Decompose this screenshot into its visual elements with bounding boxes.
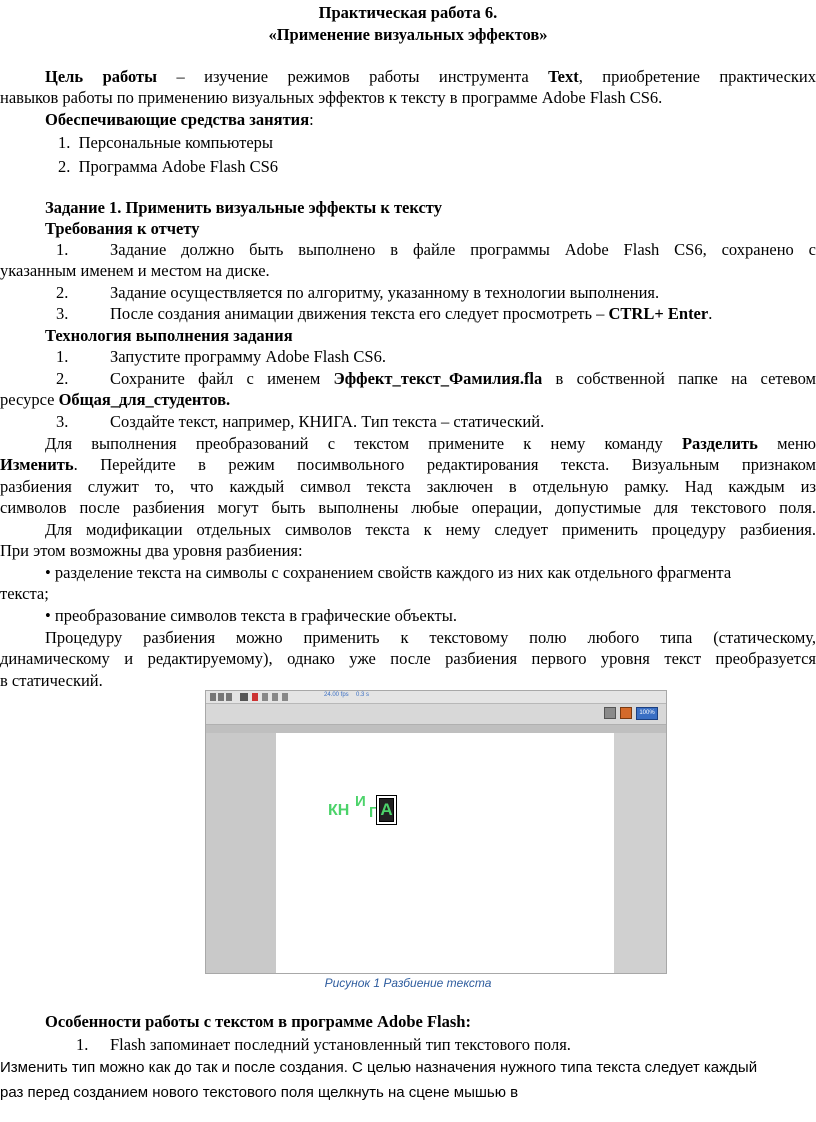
req-1-num: 1. bbox=[56, 240, 69, 259]
bullet-1-line-2: текста; bbox=[0, 584, 49, 603]
para3-line-2: динамическому и редактируемому), однако уже после разбиения первого уровня текст преобразуется bbox=[0, 649, 816, 668]
figure-flash-screenshot bbox=[205, 690, 667, 974]
tech-1-text: Запустите программу Adobe Flash CS6. bbox=[110, 347, 386, 366]
goal-label: Цель работы bbox=[45, 67, 158, 86]
tech-2-text-b: в собственной папке на сетевом bbox=[542, 369, 816, 388]
req-1-line-1: Задание должно быть выполнено в файле программы Adobe Flash CS6, сохранено с bbox=[110, 240, 816, 259]
stage-top-bar bbox=[206, 725, 666, 733]
section2-para-line-1: Изменить тип можно как до так и после создания. С целью назначения нужного типа текста следует каждый bbox=[0, 1059, 758, 1076]
goal-line-2: навыков работы по применению визуальных эффектов к тексту в программе Adobe Flash CS6. bbox=[0, 88, 663, 107]
bullet-icon: • bbox=[45, 606, 51, 625]
edit-frames-icon bbox=[272, 693, 278, 701]
flash-stage bbox=[276, 733, 614, 973]
para1-command: Разделить bbox=[681, 434, 758, 453]
tech-2-text-c: ресурсе bbox=[0, 390, 59, 409]
requirements-heading: Требования к отчету bbox=[45, 219, 200, 238]
para3-line-3: в статический. bbox=[0, 671, 103, 690]
para1-text-c: . Перейдите в режим посимвольного редактирования текста. Визуальным признаком bbox=[73, 455, 816, 474]
goal-tool: Text bbox=[548, 67, 579, 86]
letter-a-selected: А bbox=[379, 798, 394, 822]
tech-2-filename: Эффект_текст_Фамилия.fla bbox=[333, 369, 543, 388]
task1-heading: Задание 1. Применить визуальные эффекты к тексту bbox=[45, 198, 442, 217]
req-3-text bbox=[110, 304, 712, 324]
figure-caption: Рисунок 1 Разбиение текста bbox=[324, 976, 492, 990]
means-item-2: 2. Программа Adobe Flash CS6 bbox=[58, 157, 279, 176]
stage-right-pasteboard bbox=[614, 733, 667, 974]
para2-line-2: При этом возможны два уровня разбиения: bbox=[0, 541, 303, 560]
doc-subtitle: «Применение визуальных эффектов» bbox=[268, 25, 548, 44]
req-3-num: 3. bbox=[56, 304, 69, 323]
technology-heading: Технология выполнения задания bbox=[45, 326, 293, 345]
req-3-text-a: После создания анимации движения текста его следует просмотреть – bbox=[110, 304, 609, 323]
goal-text-2: , приобретение практических bbox=[578, 67, 816, 86]
para1-line-4: символов после разбиения могут быть выполнены любые операции, допустимые для текстового поля. bbox=[0, 498, 816, 517]
means-item-1: 1. Персональные компьютеры bbox=[58, 133, 273, 152]
onion-outline-icon bbox=[262, 693, 268, 701]
req-3-end: . bbox=[708, 304, 713, 323]
bullet-2-text: преобразование символов текста в графические объекты. bbox=[54, 606, 457, 625]
tech-3-text: Создайте текст, например, КНИГА. Тип текста – статический. bbox=[110, 412, 545, 431]
means-item-2-text: Программа Adobe Flash CS6 bbox=[78, 157, 279, 176]
goal-line-1 bbox=[0, 67, 816, 87]
req-2-text: Задание осуществляется по алгоритму, указанному в технологии выполнения. bbox=[110, 283, 660, 302]
section2-item: Flash запоминает последний установленный тип текстового поля. bbox=[110, 1035, 571, 1054]
means-label: Обеспечивающие средства занятия bbox=[45, 110, 310, 129]
edit-symbols-icon bbox=[620, 707, 632, 719]
req-3-shortcut: CTRL+ Enter bbox=[608, 304, 709, 323]
tech-2-line-2 bbox=[0, 390, 230, 410]
letter-g: Г bbox=[369, 804, 378, 821]
flash-timeline-toolbar bbox=[206, 691, 666, 704]
means-colon: : bbox=[309, 110, 314, 129]
tech-2-folder: Общая_для_студентов. bbox=[58, 390, 231, 409]
tech-3-num: 3. bbox=[56, 412, 69, 431]
req-2-num: 2. bbox=[56, 283, 69, 302]
section2-item-num: 1. bbox=[76, 1035, 89, 1054]
para1-line-2 bbox=[0, 455, 816, 475]
rewind-icon bbox=[210, 693, 216, 701]
req-1-line-2: указанным именем и местом на диске. bbox=[0, 261, 270, 280]
play-icon bbox=[218, 693, 224, 701]
para1-line-3: разбиения служит то, что каждый символ текста заключен в отдельную рамку. Над каждым из bbox=[0, 477, 816, 496]
para2-line-1: Для модификации отдельных символов текста к нему следует применить процедуру разбиения. bbox=[45, 520, 816, 539]
tech-2-text-a: Сохраните файл с именем bbox=[110, 369, 334, 388]
edit-scene-icon bbox=[604, 707, 616, 719]
section2-heading: Особенности работы с текстом в программе Adobe Flash: bbox=[45, 1012, 471, 1031]
goal-text: – изучение режимов работы инструмента bbox=[157, 67, 549, 86]
doc-title: Практическая работа 6. bbox=[318, 3, 498, 22]
tech-2-num: 2. bbox=[56, 369, 69, 388]
para1-line-1 bbox=[0, 434, 816, 454]
step-icon bbox=[226, 693, 232, 701]
letter-i: И bbox=[355, 793, 366, 810]
tech-2-line-1 bbox=[110, 369, 816, 389]
bullet-1-text: разделение текста на символы с сохранением свойств каждого из них как отдельного фрагмента bbox=[54, 563, 732, 582]
flash-edit-bar bbox=[206, 704, 666, 725]
section2-para-line-2: раз перед созданием нового текстового поля щелкнуть на сцене мышью в bbox=[0, 1084, 519, 1101]
means-heading bbox=[45, 110, 314, 130]
modify-markers-icon bbox=[282, 693, 288, 701]
zoom-field: 100% bbox=[636, 707, 658, 720]
letters-kn: КН bbox=[328, 802, 350, 819]
fps-readout: 24.00 fps bbox=[324, 692, 349, 698]
para3-line-1: Процедуру разбиения можно применить к текстовому полю любого типа (статическому, bbox=[45, 628, 816, 647]
means-item-1-text: Персональные компьютеры bbox=[78, 133, 273, 152]
para1-text-a: Для выполнения преобразований с текстом примените к нему команду bbox=[45, 434, 682, 453]
tech-1-num: 1. bbox=[56, 347, 69, 366]
bullet-icon: • bbox=[45, 563, 51, 582]
bullet-1-line-1 bbox=[45, 563, 731, 583]
para1-text-b: меню bbox=[757, 434, 816, 453]
loop-icon bbox=[240, 693, 248, 701]
bullet-2 bbox=[45, 606, 457, 626]
onion-skin-icon bbox=[252, 693, 258, 701]
time-readout: 0.3 s bbox=[356, 692, 370, 698]
para1-menu: Изменить bbox=[0, 455, 74, 474]
